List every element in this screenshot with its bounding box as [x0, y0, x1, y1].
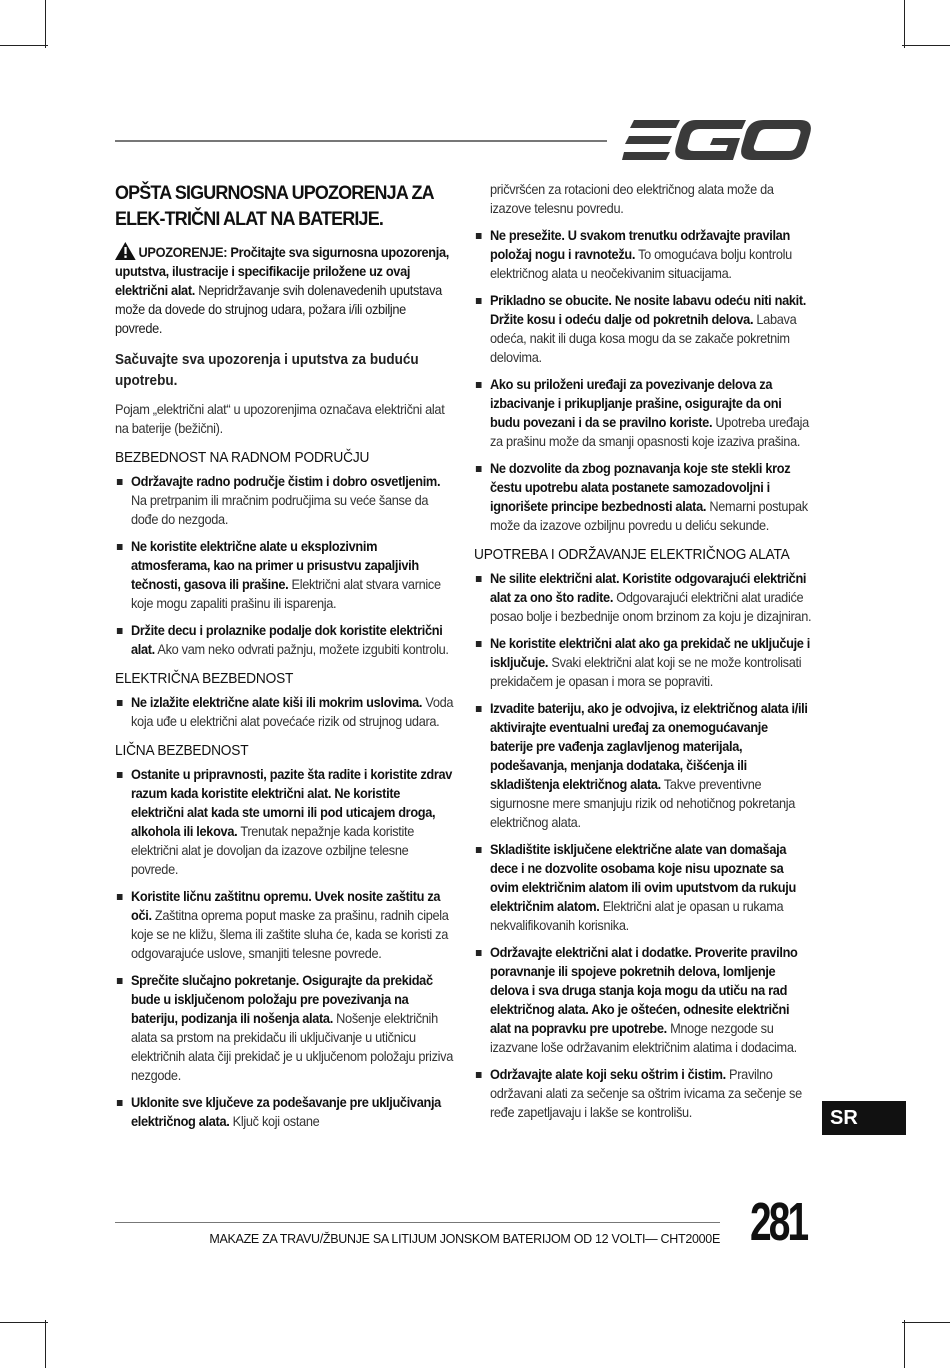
warning-paragraph — [115, 242, 454, 338]
footer-rule — [115, 1222, 720, 1223]
item-text: Zaštitna oprema poput maske za prašinu, radnih cipela koje se ne kližu, šlema ili zaštite sluha će, kada se koristi za odgovarajuće uslove, smanjiti telesne povrede. — [130, 908, 449, 961]
item-bold-text: Sprečite slučajno pokretanje. Osigurajte da prekidač bude u isključenom položaju pre povezivanja na bateriju, podizanja ili nošenja alata. — [130, 973, 433, 1026]
list-item — [115, 693, 454, 731]
item-text: Trenutak nepažnje kada koristite električni alat je dovoljan da izazove ozbiljne telesne povrede. — [130, 824, 415, 877]
page-title: OPŠTA SIGURNOSNA UPOZORENJA ZA ELEK-TRIČNI ALAT NA BATERIJE. — [115, 182, 434, 230]
item-bold-text: Držite decu i prolaznike podalje dok koristite električni alat. — [130, 623, 443, 657]
item-text: Mnoge nezgode su izazvane loše održavanim električnim alatima i dodacima. — [489, 1021, 797, 1055]
item-text: Na pretrpanim ili mračnim područjima su veće šanse da dođe do nezgoda. — [130, 493, 429, 527]
item-bold-text: Ako su priloženi uređaji za povezivanje delova za izbacivanje i prikupljanje prašine, osigurajte da oni budu povezani i da se pravilno koriste. — [489, 377, 782, 430]
warning-bold-text: Pročitajte sva sigurnosna upozorenja, uputstva, ilustracije i specifikacije priložene uz ovaj električni alat. — [115, 245, 450, 298]
bullet-square-icon — [476, 706, 482, 712]
continued-text: pričvršćen za rotacioni deo električnog alata može da izazove telesnu povredu. — [489, 182, 774, 216]
item-text: Električni alat stvara varnice koje mogu zapaliti prašinu ili isparenja. — [130, 577, 441, 611]
section-heading: LIČNA BEZBEDNOST — [115, 743, 249, 759]
warning-label: UPOZORENJE: — [138, 245, 228, 260]
item-bold-text: Ne koristite električne alate u eksplozivnim atmosferama, kao na primer u prisustvu zapaljivih tečnosti, gasova ili prašine. — [130, 539, 419, 592]
bullet-square-icon — [117, 544, 123, 550]
item-bold-text: Ne silite električni alat. Koristite odgovarajući električni alat za ono što radite. — [489, 571, 807, 605]
crop-mark — [904, 1320, 905, 1368]
warning-text: Nepridržavanje svih dolenavedenih uputstava može da dovede do strujnog udara, požara i/ili ozbiljne povrede. — [115, 283, 442, 336]
right-column — [474, 180, 814, 1130]
item-bold-text: Koristite ličnu zaštitnu opremu. Uvek nosite zaštitu za oči. — [130, 889, 441, 923]
bullet-list — [115, 765, 454, 1131]
ego-logo — [622, 118, 812, 162]
item-bold-text: Ostanite u pripravnosti, pazite šta radite i koristite zdrav razum kada koristite električni alat. Ne koristite električni alat kada ste umorni ili pod uticajem droga, alkohola ili lekova. — [130, 767, 453, 839]
item-bold-text: Ne dozvolite da zbog poznavanja koje ste stekli kroz čestu upotrebu alata postanete samozadovoljni i ignorišete principe bezbednosti alata. — [489, 461, 791, 514]
section-heading: UPOTREBA I ODRŽAVANJE ELEKTRIČNOG ALATA — [474, 547, 790, 563]
list-item — [474, 1065, 813, 1122]
item-text: Električni alat je opasan u rukama nekvalifikovanih korisnika. — [489, 899, 784, 933]
crop-mark — [45, 1320, 46, 1368]
bullet-square-icon — [117, 1100, 123, 1106]
bullet-list — [115, 693, 454, 731]
list-item — [474, 840, 813, 935]
bullet-square-icon — [476, 641, 482, 647]
item-text: Labava odeća, nakit ili duga kosa mogu da se zakače pokretnim delovima. — [489, 312, 797, 365]
list-item — [474, 226, 813, 283]
bullet-square-icon — [476, 847, 482, 853]
list-item — [474, 569, 813, 626]
crop-mark — [0, 45, 48, 46]
list-item — [115, 887, 454, 963]
list-item — [115, 971, 454, 1085]
bullet-list — [474, 226, 813, 535]
item-bold-text: Održavajte električni alat i dodatke. Proverite pravilno poravnanje ili spojeve pokretnih delova, lomljenje delova i sva druga stanja koja mogu da utiču na rad električnog alata. Ako je oštećen, odnesite električni alat na popravku pre upotrebe. — [489, 945, 798, 1036]
crop-mark — [902, 45, 950, 46]
crop-mark — [904, 0, 905, 48]
list-item — [474, 943, 813, 1057]
item-bold-text: Održavajte radno područje čistim i dobro osvetljenim. — [130, 474, 441, 489]
item-text: Nošenje električnih alata sa prstom na prekidaču ili uključivanje u utičnicu električnih alata čiji prekidač je u uključenom položaju priziva nezgode. — [130, 1011, 453, 1083]
item-bold-text: Ne presežite. U svakom trenutku održavajte pravilan položaj nogu i ravnotežu. — [489, 228, 790, 262]
item-text: Ključ koji ostane — [229, 1114, 320, 1129]
bullet-list — [474, 569, 813, 1122]
language-tab: SR — [822, 1101, 906, 1135]
item-bold-text: Uklonite sve ključeve za podešavanje pre uključivanja električnog alata. — [130, 1095, 441, 1129]
item-text: Upotreba uređaja za prašinu može da smanji opasnosti koje izaziva prašina. — [489, 415, 809, 449]
bullet-square-icon — [117, 978, 123, 984]
bullet-square-icon — [476, 382, 482, 388]
page-number: 281 — [750, 1192, 807, 1252]
list-item — [115, 1093, 454, 1131]
item-bold-text: Izvadite bateriju, ako je odvojiva, iz električnog alata i/ili aktivirajte eventualni uređaj za onemogućavanje baterije pre vađenja zaglavljenog materijala, podešavanja, menjanja dodataka, čišćenja ili skladištenja električnog alata. — [489, 701, 808, 792]
item-bold-text: Skladištite isključene električne alate van domašaja dece i ne dozvolite osobama koje nisu upoznate sa ovim električnim alatom ili ovim uputstvom da rukuju električnim alatom. — [489, 842, 796, 914]
item-bold-text: Održavajte alate koji seku oštrim i čistim. — [489, 1067, 726, 1082]
footer-text: MAKAZE ZA TRAVU/ŽBUNJE SA LITIJUM JONSKOM BATERIJOM OD 12 VOLTI— CHT2000E — [209, 1232, 720, 1246]
list-item — [115, 537, 454, 613]
bullet-square-icon — [117, 700, 123, 706]
item-text: To omogućava bolju kontrolu električnog alata u neočekivanim situacijama. — [489, 247, 792, 281]
item-bold-text: Prikladno se obucite. Ne nosite labavu odeću niti nakit. Držite kosu i odeću dalje od pokretnih delova. — [489, 293, 806, 327]
item-text: Pravilno održavani alati za sečenje sa oštrim ivicama za sečenje se ređe zapetljavaju i lakše se kontrolišu. — [489, 1067, 802, 1120]
header-rule — [115, 140, 607, 142]
bullet-square-icon — [476, 950, 482, 956]
bullet-square-icon — [117, 772, 123, 778]
list-item — [115, 472, 454, 529]
bullet-square-icon — [117, 479, 123, 485]
item-bold-text: Ne koristite električni alat ako ga prekidač ne uključuje i isključuje. — [489, 636, 811, 670]
bullet-list — [115, 472, 454, 659]
item-text: Takve preventivne sigurnosne mere smanjuju rizik od nehotičnog pokretanja električnog alata. — [489, 777, 796, 830]
item-bold-text: Ne izlažite električne alate kiši ili mokrim uslovima. — [130, 695, 423, 710]
item-text: Nemarni postupak može da izazove ozbiljnu povredu u deliću sekunde. — [489, 499, 808, 533]
section-heading: BEZBEDNOST NA RADNOM PODRUČJU — [115, 450, 370, 466]
list-item — [115, 621, 454, 659]
keep-instructions-note: Sačuvajte sva upozorenja i uputstva za buduću upotrebu. — [115, 352, 419, 389]
list-item — [474, 375, 813, 451]
bullet-square-icon — [476, 233, 482, 239]
crop-mark — [45, 0, 46, 48]
item-text: Voda koja uđe u električni alat povećaće rizik od strujnog udara. — [130, 695, 454, 729]
definition-paragraph: Pojam „električni alat“ u upozorenjima označava električni alat na baterije (bežični). — [115, 402, 445, 436]
bullet-square-icon — [117, 628, 123, 634]
bullet-square-icon — [117, 894, 123, 900]
list-item — [115, 765, 454, 879]
warning-triangle-icon — [115, 242, 136, 260]
list-item — [474, 291, 813, 367]
bullet-square-icon — [476, 1072, 482, 1078]
section-heading: ELEKTRIČNA BEZBEDNOST — [115, 671, 294, 687]
bullet-square-icon — [476, 466, 482, 472]
crop-mark — [902, 1322, 950, 1323]
left-column — [115, 180, 455, 1139]
item-text: Svaki električni alat koji se ne može kontrolisati prekidačem je opasan i mora se popraviti. — [489, 655, 802, 689]
crop-mark — [0, 1322, 48, 1323]
bullet-square-icon — [476, 576, 482, 582]
list-item — [474, 634, 813, 691]
list-item — [474, 459, 813, 535]
list-item — [474, 699, 813, 832]
item-text: Ako vam neko odvrati pažnju, možete izgubiti kontrolu. — [154, 642, 449, 657]
item-text: Odgovarajući električni alat uradiće posao bolje i bezbednije onom brzinom za koju je dizajniran. — [489, 590, 812, 624]
bullet-square-icon — [476, 298, 482, 304]
